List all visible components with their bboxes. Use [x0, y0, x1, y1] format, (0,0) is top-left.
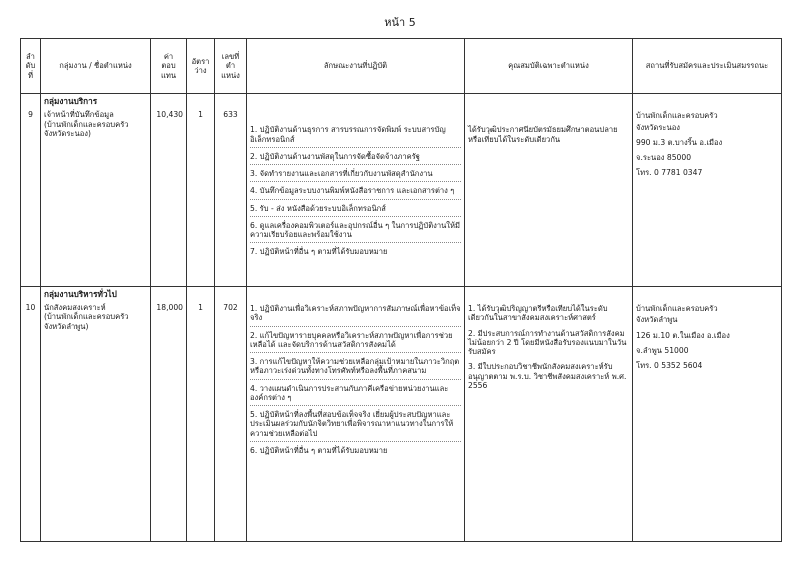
row-position: นักสังคมสงเคราะห์ (บ้านพักเด็กและครอบครัวจังหวัดลำพูน) [41, 301, 151, 541]
duty-item: 4. บันทึกข้อมูลระบบงานพิมพ์หนังสือราชการ และเอกสารต่าง ๆ [250, 185, 461, 199]
row-position-no: 702 [215, 301, 247, 541]
location-name: บ้านพักเด็กและครอบครัว [636, 304, 718, 313]
location-name: จังหวัดลำพูน [636, 315, 678, 325]
row-position-no: 633 [215, 108, 247, 286]
location-phone: โทร. 0 7781 0347 [636, 168, 703, 178]
group-label: กลุ่มงานบริการ [41, 94, 151, 109]
header-qualifications: คุณสมบัติเฉพาะตำแหน่ง [465, 39, 633, 94]
row-qualifications [465, 108, 633, 286]
duty-item: 3. จัดทำรายงานและเอกสารที่เกี่ยวกับงานพัสดุสำนักงาน [250, 168, 461, 182]
qualification-item: 1. ได้รับวุฒิปริญญาตรีหรือเทียบได้ในระดับเดียวกันในสาขาสังคมสงเคราะห์ศาสตร์ [468, 304, 608, 323]
table-header-row [21, 39, 782, 94]
duty-item: 7. ปฏิบัติหน้าที่อื่น ๆ ตามที่ได้รับมอบหมาย [250, 247, 388, 257]
row-salary: 18,000 [151, 301, 187, 541]
location-address: 990 ม.3 ต.บางริ้น อ.เมือง [636, 137, 723, 147]
row-vacancy: 1 [187, 301, 215, 541]
duty-item: 6. ปฏิบัติหน้าที่อื่น ๆ ตามที่ได้รับมอบหมาย [250, 445, 388, 455]
group-label: กลุ่มงานบริหารทั่วไป [41, 286, 151, 301]
duty-item: 1. ปฏิบัติงานด้านธุรการ สารบรรณการจัดพิมพ์ ระบบสารบัญอิเล็กทรอนิกส์ [250, 124, 461, 148]
duty-item: 4. วางแผนดำเนินการประสานกับภาคีเครือข่ายหน่วยงานและองค์กรต่าง ๆ [250, 383, 461, 407]
qualification-item: 2. มีประสบการณ์การทำงานด้านสวัสดิการสังคมไม่น้อยกว่า 2 ปี โดยมีหนังสือรับรองแนบมาในวันรับสมัคร [468, 328, 627, 356]
duty-item: 1. ปฏิบัติงานเพื่อวิเคราะห์สภาพปัญหาการสัมภาษณ์เพื่อหาข้อเท็จจริง [250, 303, 461, 327]
row-seq: 10 [21, 301, 41, 541]
group-row [21, 94, 782, 109]
row-position: เจ้าหน้าที่บันทึกข้อมูล (บ้านพักเด็กและครอบครัวจังหวัดระนอง) [41, 108, 151, 286]
row-vacancy: 1 [187, 108, 215, 286]
row-salary: 10,430 [151, 108, 187, 286]
header-group-position: กลุ่มงาน / ชื่อตำแหน่ง [41, 39, 151, 94]
qualification-item: 3. มีใบประกอบวิชาชีพนักสังคมสงเคราะห์รับอนุญาตตาม พ.ร.บ. วิชาชีพสังคมสงเคราะห์ พ.ศ. 2556 [468, 362, 627, 390]
row-location [633, 108, 782, 286]
location-address: 126 ม.10 ต.ในเมือง อ.เมือง [636, 330, 730, 340]
row-seq: 9 [21, 108, 41, 286]
row-duties [247, 301, 465, 541]
table-row [21, 301, 782, 541]
header-location: สถานที่รับสมัครและประเมินสมรรถนะ [633, 39, 782, 94]
row-duties [247, 108, 465, 286]
header-duties: ลักษณะงานที่ปฏิบัติ [247, 39, 465, 94]
location-address: จ.ระนอง 85000 [636, 153, 692, 162]
duty-item: 5. รับ - ส่ง หนังสือด้วยระบบอิเล็กทรอนิกส์ [250, 203, 461, 217]
header-vacancy: อัตรา ว่าง [187, 39, 215, 94]
row-qualifications [465, 301, 633, 541]
page-title: หน้า 5 [384, 16, 416, 29]
header-position-no: เลขที่ ตำ แหน่ง [215, 39, 247, 94]
duty-item: 6. ดูแลเครื่องคอมพิวเตอร์และอุปกรณ์อื่น ๆ ในการปฏิบัติงานให้มีความเรียบร้อยและพร้อมใช้งาน [250, 220, 461, 244]
qualification-item: ได้รับวุฒิประกาศนียบัตรมัธยมศึกษาตอนปลายหรือเทียบได้ในระดับเดียวกัน [468, 125, 618, 144]
duty-item: 2. ปฏิบัติงานด้านงานพัสดุในการจัดซื้อจัดจ้างภาครัฐ [250, 151, 461, 165]
location-name: จังหวัดระนอง [636, 122, 680, 132]
duty-item: 2. แก้ไขปัญหารายบุคคลหรือวิเคราะห์สภาพปัญหาเพื่อการช่วยเหลือได้ และจัดบริการด้านสวัสดิการสังคมได้ [250, 330, 461, 354]
job-positions-table [20, 38, 782, 542]
location-address: จ.ลำพูน 51000 [636, 345, 689, 355]
group-row [21, 286, 782, 301]
duty-item: 3. การแก้ไขปัญหาให้ความช่วยเหลือกลุ่มเป้าหมายในภาวะวิกฤตหรือภาวะเร่งด่วนทั้งทางโทรศัพท์หรือลงพื้นที่ภาคสนาม [250, 356, 461, 380]
location-name: บ้านพักเด็กและครอบครัว [636, 111, 718, 121]
table-row [21, 108, 782, 286]
header-seq: ลำ ดับ ที่ [21, 39, 41, 94]
header-salary: ค่า ตอบ แทน [151, 39, 187, 94]
location-phone: โทร. 0 5352 5604 [636, 361, 703, 370]
duty-item: 5. ปฏิบัติหน้าที่ลงพื้นที่สอบข้อเท็จจริง เยี่ยมผู้ประสบปัญหาและประเมินผลร่วมกับนักจิตวิทยาเพื่อพิจารณาหาแนวทางในการให้ความช่วยเหลือต่อไป [250, 409, 461, 442]
row-location [633, 301, 782, 541]
